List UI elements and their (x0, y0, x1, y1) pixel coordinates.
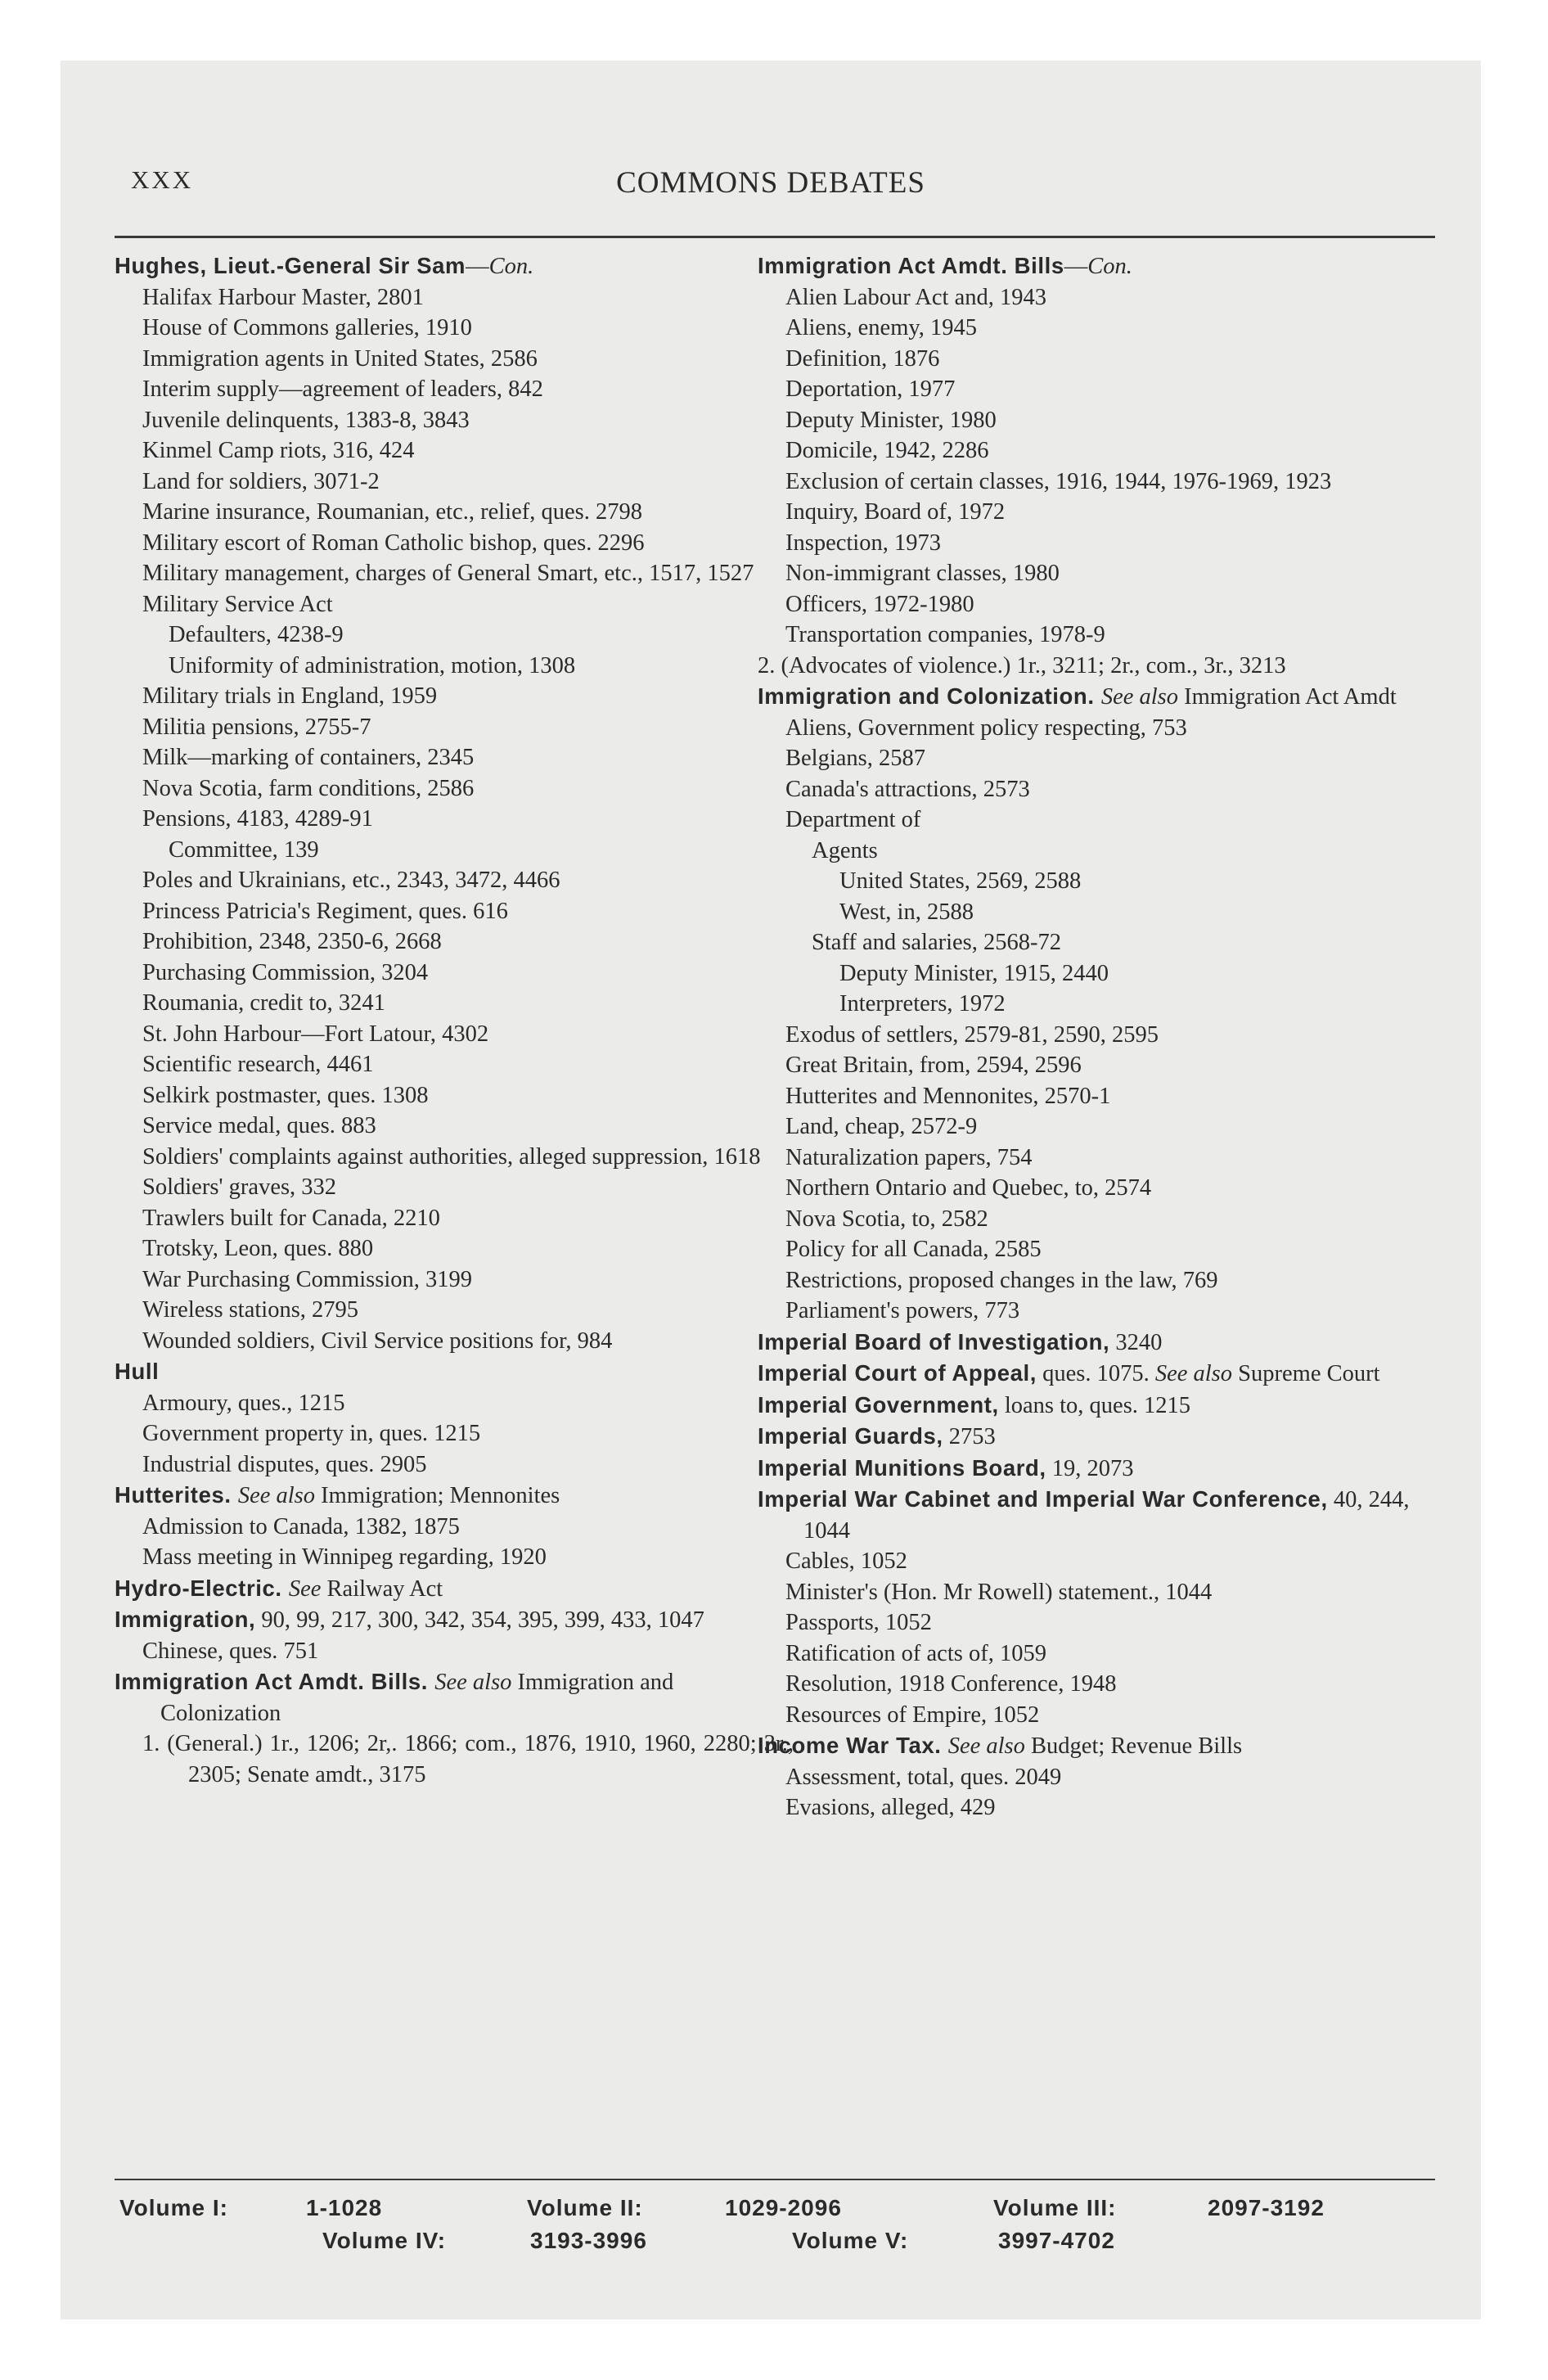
index-subentry (115, 1080, 794, 1111)
entry-text: St. John Harbour—Fort Latour, 4302 (142, 1021, 489, 1047)
index-subentry (115, 712, 794, 743)
index-column-left (115, 250, 794, 1790)
entry-text: Juvenile delinquents, 1383-8, 3843 (142, 407, 470, 433)
entry-text: United States, 2569, 2588 (839, 868, 1082, 894)
headword-text: Income War Tax. (758, 1733, 948, 1758)
entry-text: West, in, 2588 (839, 899, 974, 925)
index-subentry (115, 958, 794, 989)
index-subentry (115, 1111, 794, 1142)
volume-1-label: Volume I: (119, 2195, 228, 2220)
entry-text: Evasions, alleged, 429 (785, 1795, 996, 1820)
entry-text: Admission to Canada, 1382, 1875 (142, 1513, 460, 1539)
index-heading (758, 1484, 1441, 1546)
entry-text: Military management, charges of General Smart, etc., 1517, 1527 (142, 561, 754, 586)
entry-text: Soldiers' graves, 332 (142, 1174, 337, 1200)
index-subentry (758, 958, 1441, 989)
entry-text: Immigration and Colonization (160, 1670, 674, 1726)
index-subentry (758, 497, 1441, 528)
index-subentry (115, 651, 794, 682)
headword-text: Imperial War Cabinet and Imperial War Conference, (758, 1486, 1328, 1512)
index-heading (758, 1453, 1441, 1485)
index-subentry (115, 558, 794, 589)
entry-text: 40, 244, 1044 (803, 1487, 1410, 1544)
index-subentry (758, 1577, 1441, 1608)
index-subentry (758, 344, 1441, 375)
index-subentry (115, 896, 794, 927)
index-subentry (115, 1512, 794, 1543)
index-subentry (115, 405, 794, 436)
entry-text: Nova Scotia, farm conditions, 2586 (142, 775, 475, 801)
italic-text: See also (1154, 1361, 1233, 1386)
entry-text: 90, 99, 217, 300, 342, 354, 395, 399, 433, 1047 (255, 1607, 704, 1633)
italic-text: See (288, 1575, 322, 1602)
index-subentry (115, 1172, 794, 1203)
index-subentry (758, 1204, 1441, 1235)
index-heading (758, 1390, 1441, 1422)
headword-text: Imperial Munitions Board, (758, 1454, 1046, 1481)
headword-text: Immigration and Colonization. (758, 683, 1101, 709)
index-subentry (758, 1265, 1441, 1296)
headword-text: Hutterites. (115, 1482, 238, 1508)
entry-text: 3240 (1109, 1329, 1163, 1355)
entry-text: Canada's attractions, 2573 (785, 776, 1030, 802)
index-subentry (758, 467, 1441, 498)
entry-text: Exclusion of certain classes, 1916, 1944, 1976-1969, 1923 (785, 468, 1332, 494)
index-subentry (115, 1049, 794, 1080)
entry-text: Defaulters, 4238-9 (169, 622, 344, 647)
index-subentry (758, 774, 1441, 805)
entry-text: Inspection, 1973 (785, 530, 941, 556)
entry-text: Officers, 1972-1980 (785, 591, 974, 617)
entry-text: Minister's (Hon. Mr Rowell) statement., 1044 (785, 1579, 1213, 1605)
entry-text: Aliens, enemy, 1945 (785, 315, 978, 340)
index-subentry (758, 528, 1441, 559)
entry-text: Immigration agents in United States, 2586 (142, 345, 538, 372)
index-subentry (758, 1546, 1441, 1577)
index-subentry (115, 1326, 794, 1357)
index-subentry (758, 927, 1441, 958)
index-subentry (115, 497, 794, 528)
italic-text: See also (947, 1733, 1025, 1759)
index-subentry (115, 773, 794, 805)
entry-text: Cables, 1052 (785, 1548, 907, 1574)
index-heading (115, 1604, 794, 1636)
index-subentry (115, 435, 794, 467)
italic-text: See also (434, 1670, 512, 1695)
index-heading (115, 1573, 794, 1605)
entry-text: 2. (Advocates of violence.) 1r., 3211; 2r., com., 3r., 3213 (758, 652, 1286, 678)
index-subentry (115, 1019, 794, 1050)
index-subentry (115, 344, 794, 375)
entry-text: Definition, 1876 (785, 345, 940, 372)
italic-text: See also (1100, 684, 1178, 710)
entry-text: Assessment, total, ques. 2049 (785, 1764, 1062, 1790)
entry-text: Milk—marking of containers, 2345 (142, 745, 475, 770)
italic-text: Con. (1087, 254, 1132, 279)
entry-text: Purchasing Commission, 3204 (142, 959, 429, 985)
volume-2-range: 1029-2096 (725, 2195, 842, 2220)
entry-text: Agents (812, 837, 878, 863)
entry-text: Inquiry, Board of, 1972 (785, 499, 1006, 525)
entry-text: Deputy Minister, 1915, 2440 (839, 960, 1109, 986)
entry-text: Alien Labour Act and, 1943 (785, 284, 1046, 310)
index-subentry (758, 1081, 1441, 1112)
index-column-right (758, 250, 1441, 1823)
entry-text: Chinese, ques. 751 (142, 1638, 319, 1664)
index-subentry (115, 1203, 794, 1234)
index-subentry (758, 989, 1441, 1020)
index-subentry (758, 374, 1441, 405)
volume-3-label: Volume III: (993, 2195, 1117, 2220)
page-scan (61, 61, 1481, 2319)
index-heading (758, 1421, 1441, 1453)
index-subentry (115, 1295, 794, 1326)
entry-text: Deportation, 1977 (785, 376, 956, 402)
index-heading (115, 1480, 794, 1512)
entry-text: Resolution, 1918 Conference, 1948 (785, 1671, 1117, 1697)
entry-text: Kinmel Camp riots, 316, 424 (142, 438, 415, 463)
index-subentry (115, 1636, 794, 1667)
entry-text: Department of (785, 807, 921, 832)
entry-text: House of Commons galleries, 1910 (142, 315, 472, 340)
index-subentry (758, 558, 1441, 589)
entry-text: Interpreters, 1972 (839, 991, 1006, 1016)
entry-text: Belgians, 2587 (785, 746, 925, 771)
index-subentry (758, 589, 1441, 620)
headword-text: Imperial Guards, (758, 1423, 943, 1449)
index-subentry (115, 681, 794, 712)
entry-text: Naturalization papers, 754 (785, 1144, 1033, 1170)
index-subentry (758, 313, 1441, 344)
entry-text: Staff and salaries, 2568-72 (812, 930, 1061, 955)
entry-text: Committee, 139 (169, 836, 319, 863)
italic-text: Con. (488, 254, 534, 279)
entry-text: Uniformity of administration, motion, 1308 (169, 652, 576, 678)
entry-text: Supreme Court (1232, 1361, 1380, 1386)
index-subentry (758, 866, 1441, 897)
index-subentry (115, 742, 794, 773)
header-rule (115, 236, 1435, 238)
entry-text: Government property in, ques. 1215 (142, 1421, 481, 1446)
index-subentry (115, 926, 794, 958)
headword-text: Immigration Act Amdt. Bills. (115, 1669, 435, 1694)
index-subentry (115, 374, 794, 405)
headword-text: Imperial Government, (758, 1391, 999, 1418)
entry-text: — (466, 254, 489, 279)
index-heading (115, 1356, 794, 1388)
entry-text: Military Service Act (142, 591, 333, 617)
index-subentry (115, 1729, 794, 1790)
entry-text: Wounded soldiers, Civil Service positions for, 984 (142, 1327, 613, 1354)
index-subentry (115, 1264, 794, 1296)
index-subentry (758, 1173, 1441, 1204)
volume-3-range: 2097-3192 (1208, 2195, 1325, 2220)
index-subentry (758, 743, 1441, 774)
entry-text: Mass meeting in Winnipeg regarding, 1920 (142, 1544, 547, 1570)
entry-text: Aliens, Government policy respecting, 753 (785, 714, 1187, 741)
page-title: COMMONS DEBATES (616, 166, 925, 200)
index-subentry (115, 804, 794, 835)
index-subentry (115, 1542, 794, 1573)
entry-text: Soldiers' complaints against authorities, alleged suppression, 1618 (142, 1143, 761, 1170)
index-subentry (115, 1388, 794, 1419)
index-subentry (115, 620, 794, 651)
index-subentry (115, 835, 794, 866)
entry-text: Hutterites and Mennonites, 2570-1 (785, 1083, 1111, 1109)
headword-text: Immigration Act Amdt. Bills (758, 253, 1064, 278)
index-subentry (758, 1296, 1441, 1327)
entry-text: Great Britain, from, 2594, 2596 (785, 1053, 1082, 1078)
entry-text: Exodus of settlers, 2579-81, 2590, 2595 (785, 1021, 1159, 1048)
volume-2-label: Volume II: (527, 2195, 643, 2220)
index-heading (758, 250, 1441, 282)
entry-text: Northern Ontario and Quebec, to, 2574 (785, 1175, 1152, 1201)
entry-text: Railway Act (321, 1575, 443, 1602)
entry-text: loans to, ques. 1215 (998, 1392, 1191, 1418)
index-subentry (115, 467, 794, 498)
entry-text: Passports, 1052 (785, 1610, 932, 1635)
index-subentry (758, 897, 1441, 928)
volume-4-label: Volume IV: (322, 2228, 447, 2253)
index-subentry (758, 405, 1441, 436)
index-subentry (758, 1700, 1441, 1731)
index-subentry (758, 1639, 1441, 1670)
index-heading (758, 1358, 1441, 1390)
entry-text: 2753 (943, 1424, 996, 1449)
index-subentry (758, 1111, 1441, 1143)
entry-text: Military trials in England, 1959 (142, 683, 438, 709)
index-subentry (115, 313, 794, 344)
index-heading (115, 250, 794, 282)
index-subentry (115, 865, 794, 896)
entry-text: Land for soldiers, 3071-2 (142, 468, 380, 494)
entry-text: Poles and Ukrainians, etc., 2343, 3472, 4466 (142, 868, 560, 893)
entry-text: Marine insurance, Roumanian, etc., relief, ques. 2798 (142, 499, 642, 525)
entry-text: War Purchasing Commission, 3199 (142, 1266, 473, 1292)
index-subentry (115, 1142, 794, 1173)
entry-text: Industrial disputes, ques. 2905 (142, 1451, 427, 1477)
headword-text: Hull (115, 1359, 160, 1384)
entry-text: Wireless stations, 2795 (142, 1297, 359, 1323)
entry-text: Interim supply—agreement of leaders, 842 (142, 376, 543, 402)
entry-text: Pensions, 4183, 4289-91 (142, 806, 373, 832)
index-subentry (758, 805, 1441, 836)
entry-text: ques. 1075. (1036, 1361, 1155, 1386)
index-subentry (758, 1020, 1441, 1051)
index-subentry (758, 435, 1441, 467)
index-heading (758, 1730, 1441, 1762)
entry-text: Immigration; Mennonites (315, 1483, 560, 1508)
entry-text: Militia pensions, 2755-7 (142, 714, 371, 740)
index-subentry (115, 1418, 794, 1449)
index-heading (758, 651, 1441, 682)
entry-text: Transportation companies, 1978-9 (785, 622, 1105, 647)
entry-text: 1. (General.) 1r., 1206; 2r,. 1866; com., 1876, 1910, 1960, 2280; 3r., 2305; Senate amdt., 3175 (142, 1731, 794, 1787)
index-subentry (758, 836, 1441, 867)
index-subentry (758, 1234, 1441, 1265)
index-heading (758, 681, 1441, 713)
entry-text: Immigration Act Amdt (1178, 684, 1397, 710)
index-subentry (758, 1607, 1441, 1639)
footer-rule (115, 2179, 1435, 2180)
volume-5-range: 3997-4702 (998, 2228, 1115, 2253)
entry-text: Domicile, 1942, 2286 (785, 438, 989, 463)
entry-text: Budget; Revenue Bills (1024, 1733, 1243, 1759)
headword-text: Imperial Board of Investigation, (758, 1328, 1110, 1355)
index-subentry (115, 528, 794, 559)
entry-text: Restrictions, proposed changes in the law, 769 (785, 1267, 1218, 1293)
headword-text: Imperial Court of Appeal, (758, 1360, 1037, 1386)
entry-text: Armoury, ques., 1215 (142, 1390, 345, 1416)
entry-text: 19, 2073 (1046, 1455, 1134, 1481)
entry-text: Land, cheap, 2572-9 (785, 1114, 978, 1139)
entry-text: Policy for all Canada, 2585 (785, 1237, 1042, 1262)
index-subentry (758, 1669, 1441, 1700)
headword-text: Hydro-Electric. (115, 1575, 289, 1601)
entry-text: Deputy Minister, 1980 (785, 407, 997, 433)
index-subentry (115, 282, 794, 313)
entry-text: Resources of Empire, 1052 (785, 1702, 1040, 1728)
entry-text: Princess Patricia's Regiment, ques. 616 (142, 898, 508, 924)
entry-text: Parliament's powers, 773 (785, 1298, 1020, 1323)
index-subentry (115, 589, 794, 620)
entry-text: Military escort of Roman Catholic bishop, ques. 2296 (142, 530, 645, 556)
volume-5-label: Volume V: (792, 2228, 909, 2253)
index-subentry (758, 713, 1441, 744)
entry-text: Non-immigrant classes, 1980 (785, 561, 1060, 586)
entry-text: Halifax Harbour Master, 2801 (142, 284, 424, 310)
entry-text: Prohibition, 2348, 2350-6, 2668 (142, 929, 442, 954)
entry-text: Nova Scotia, to, 2582 (785, 1206, 988, 1232)
entry-text: Service medal, ques. 883 (142, 1113, 376, 1138)
index-heading (758, 1327, 1441, 1359)
volume-1-range: 1-1028 (306, 2195, 383, 2220)
index-subentry (758, 282, 1441, 313)
index-subentry (115, 988, 794, 1019)
entry-text: Ratification of acts of, 1059 (785, 1640, 1046, 1666)
index-subentry (115, 1233, 794, 1264)
entry-text: — (1064, 254, 1088, 279)
index-subentry (758, 1762, 1441, 1793)
index-heading (115, 1666, 794, 1729)
entry-text: Roumania, credit to, 3241 (142, 990, 385, 1016)
headword-text: Immigration, (115, 1607, 256, 1632)
italic-text: See also (237, 1483, 316, 1508)
index-subentry (758, 620, 1441, 651)
index-subentry (115, 1449, 794, 1481)
entry-text: Selkirk postmaster, ques. 1308 (142, 1082, 429, 1108)
index-subentry (758, 1792, 1441, 1823)
entry-text: Trotsky, Leon, ques. 880 (142, 1236, 374, 1261)
running-header (61, 165, 1481, 214)
page-number: XXX (131, 165, 194, 194)
entry-text: Scientific research, 4461 (142, 1052, 374, 1077)
index-subentry (758, 1143, 1441, 1174)
headword-text: Hughes, Lieut.-General Sir Sam (115, 253, 466, 278)
volume-4-range: 3193-3996 (530, 2228, 647, 2253)
index-subentry (758, 1050, 1441, 1081)
entry-text: Trawlers built for Canada, 2210 (142, 1205, 440, 1231)
